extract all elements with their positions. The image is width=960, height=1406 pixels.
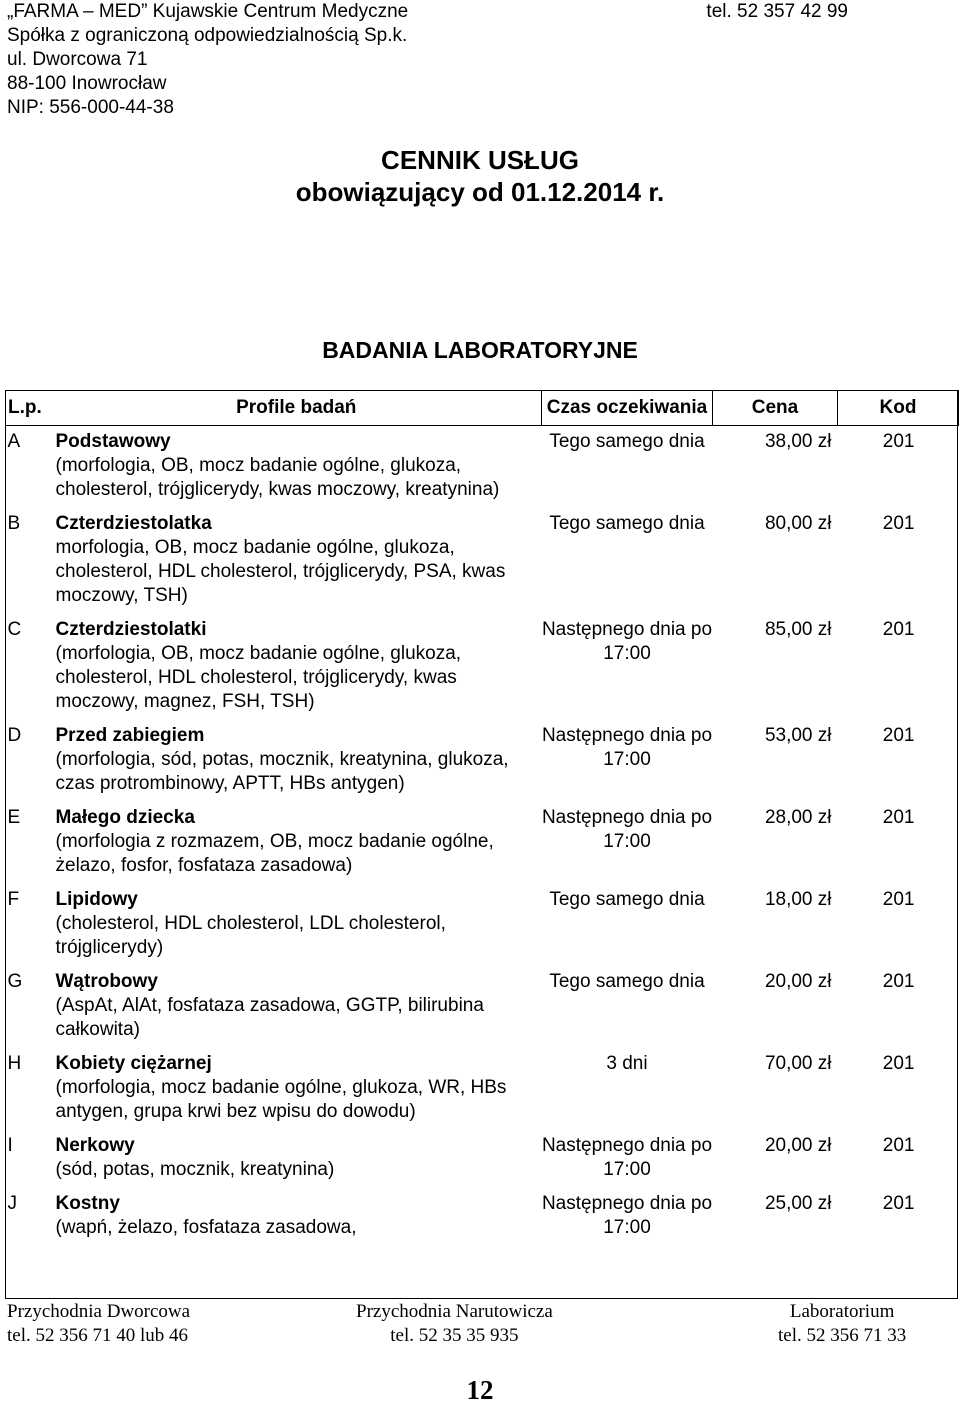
profile-name: Nerkowy [55, 1135, 135, 1156]
row-lp: B [7, 513, 21, 534]
table-row [6, 508, 959, 614]
profile-desc: (wapń, żelazo, fosfataza zasadowa, [55, 1217, 357, 1238]
profile-desc: (morfologia, mocz badanie ogólne, glukoza, WR, HBs antygen, grupa krwi bez wpisu do dowodu) [55, 1077, 507, 1122]
header-lp: L.p. [6, 391, 52, 426]
row-lp: C [7, 619, 22, 640]
row-lp: H [7, 1053, 22, 1074]
row-price: 80,00 zł [764, 513, 832, 534]
table-header-row [6, 391, 959, 426]
row-price: 20,00 zł [764, 1135, 832, 1156]
row-profile [52, 1048, 542, 1130]
row-lp: I [7, 1135, 13, 1156]
row-profile [52, 1188, 542, 1242]
profile-desc: (morfologia z rozmazem, OB, mocz badanie ogólne, żelazo, fosfor, fosfataza zasadowa) [55, 831, 494, 876]
profile-desc: (morfologia, OB, mocz badanie ogólne, glukoza, cholesterol, trójglicerydy, kwas moczowy, kreatynina) [55, 455, 500, 500]
row-time: Tego samego dnia [549, 513, 705, 534]
row-time: Następnego dnia po 17:00 [541, 1193, 713, 1238]
row-code: 201 [882, 889, 915, 910]
table-row [6, 966, 959, 1048]
profile-desc: (AspAt, AlAt, fosfataza zasadowa, GGTP, bilirubina całkowita) [55, 995, 484, 1040]
row-time: Następnego dnia po 17:00 [541, 807, 713, 852]
row-lp: J [7, 1193, 17, 1214]
table-row [6, 1188, 959, 1242]
profile-name: Małego dziecka [55, 807, 195, 828]
row-code: 201 [882, 513, 915, 534]
row-price: 18,00 zł [764, 889, 832, 910]
document-title [0, 144, 960, 208]
row-time: Tego samego dnia [549, 889, 705, 910]
row-lp: E [7, 807, 21, 828]
row-profile [52, 1130, 542, 1188]
row-profile [52, 426, 542, 509]
row-lp: A [7, 431, 21, 452]
row-price: 28,00 zł [764, 807, 832, 828]
title-line-2: obowiązujący od 01.12.2014 r. [295, 177, 665, 207]
row-lp: G [7, 971, 23, 992]
table-border-right [957, 390, 958, 1298]
row-code: 201 [882, 1053, 915, 1074]
row-price: 20,00 zł [764, 971, 832, 992]
profile-desc: (morfologia, sód, potas, mocznik, kreatynina, glukoza, czas protrombinowy, APTT, HBs antygen) [55, 749, 509, 794]
profile-name: Podstawowy [55, 431, 171, 452]
footer-dworcowa-phone: tel. 52 356 71 40 lub 46 [7, 1325, 189, 1346]
row-code: 201 [882, 807, 915, 828]
row-time: 3 dni [606, 1053, 648, 1074]
row-profile [52, 720, 542, 802]
profile-name: Przed zabiegiem [55, 725, 205, 746]
footer-laboratorium-phone: tel. 52 356 71 33 [778, 1325, 907, 1346]
table-border-bottom [5, 1298, 958, 1299]
company-city: 88-100 Inowrocław [7, 73, 167, 94]
header-code: Kod [838, 391, 959, 426]
footer-laboratorium [778, 1300, 906, 1348]
table-row [6, 720, 959, 802]
row-profile [52, 508, 542, 614]
footer-dworcowa [7, 1300, 190, 1348]
row-lp: D [7, 725, 22, 746]
row-code: 201 [882, 1135, 915, 1156]
row-code: 201 [882, 1193, 915, 1214]
company-nip: NIP: 556-000-44-38 [7, 97, 174, 118]
footer-narutowicza [356, 1300, 553, 1348]
row-profile [52, 884, 542, 966]
row-profile [52, 966, 542, 1048]
header-price: Cena [713, 391, 838, 426]
table-row [6, 614, 959, 720]
profile-desc: (morfologia, OB, mocz badanie ogólne, glukoza, cholesterol, HDL cholesterol, trójglicerydy, kwas moczowy, magnez, FSH, TSH) [55, 643, 462, 712]
table-border-left [5, 390, 6, 1298]
row-time: Tego samego dnia [549, 431, 705, 452]
header-name: Profile badań [52, 391, 542, 426]
row-price: 25,00 zł [764, 1193, 832, 1214]
table-row [6, 1048, 959, 1130]
row-code: 201 [882, 431, 915, 452]
row-time: Tego samego dnia [549, 971, 705, 992]
company-form: Spółka z ograniczoną odpowiedzialnością Sp.k. [7, 25, 408, 46]
section-title: BADANIA LABORATORYJNE [322, 337, 638, 363]
footer-narutowicza-name: Przychodnia Narutowicza [356, 1301, 553, 1322]
row-time: Następnego dnia po 17:00 [541, 619, 713, 664]
row-price: 53,00 zł [764, 725, 832, 746]
row-price: 85,00 zł [764, 619, 832, 640]
profile-desc: (cholesterol, HDL cholesterol, LDL cholesterol, trójglicerydy) [55, 913, 446, 958]
footer-dworcowa-name: Przychodnia Dworcowa [7, 1301, 191, 1322]
footer-narutowicza-phone: tel. 52 35 35 935 [390, 1325, 519, 1346]
row-code: 201 [882, 971, 915, 992]
table-row [6, 1130, 959, 1188]
title-line-1: CENNIK USŁUG [381, 145, 579, 175]
company-street: ul. Dworcowa 71 [7, 49, 148, 70]
row-code: 201 [882, 619, 915, 640]
row-time: Następnego dnia po 17:00 [541, 1135, 713, 1180]
company-phone: tel. 52 357 42 99 [706, 1, 848, 22]
row-price: 38,00 zł [764, 431, 832, 452]
profile-desc: (sód, potas, mocznik, kreatynina) [55, 1159, 335, 1180]
profile-name: Lipidowy [55, 889, 138, 910]
profile-name: Kobiety ciężarnej [55, 1053, 212, 1074]
header-time: Czas oczekiwania [542, 391, 713, 426]
page-number: 12 [466, 1375, 494, 1405]
table-row [6, 884, 959, 966]
company-info [7, 0, 408, 120]
price-table [5, 390, 959, 1242]
profile-name: Wątrobowy [55, 971, 158, 992]
profile-name: Czterdziestolatka [55, 513, 212, 534]
row-profile [52, 614, 542, 720]
table-row [6, 802, 959, 884]
table-row [6, 426, 959, 509]
company-name: „FARMA – MED” Kujawskie Centrum Medyczne [7, 1, 409, 22]
row-time: Następnego dnia po 17:00 [541, 725, 713, 770]
row-profile [52, 802, 542, 884]
profile-name: Kostny [55, 1193, 120, 1214]
row-price: 70,00 zł [764, 1053, 832, 1074]
profile-desc: morfologia, OB, mocz badanie ogólne, glukoza, cholesterol, HDL cholesterol, trójglicerydy, PSA, kwas moczowy, TSH) [55, 537, 506, 606]
profile-name: Czterdziestolatki [55, 619, 207, 640]
footer-laboratorium-name: Laboratorium [789, 1301, 895, 1322]
row-code: 201 [882, 725, 915, 746]
row-lp: F [7, 889, 20, 910]
